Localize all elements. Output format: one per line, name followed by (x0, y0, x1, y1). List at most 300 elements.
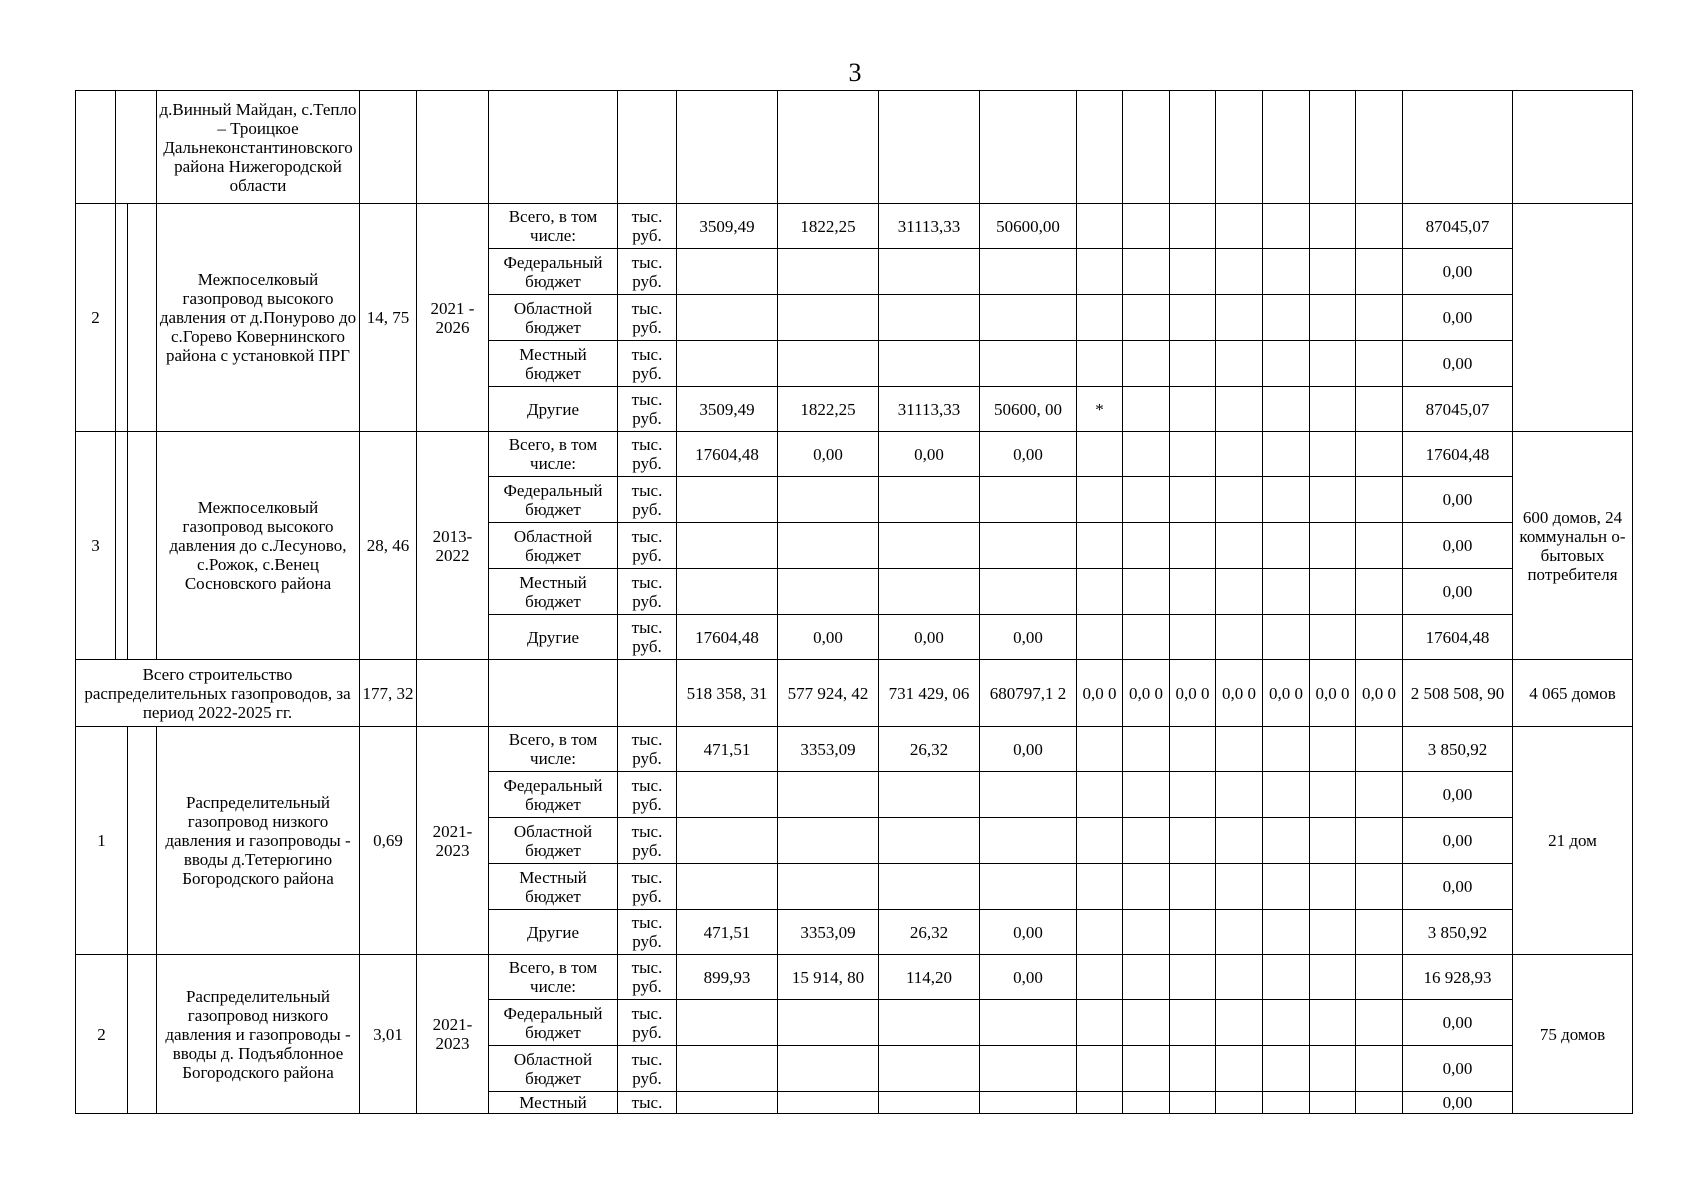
unit-label: тыс. руб. (618, 341, 677, 387)
empty-cell (1356, 249, 1403, 295)
amount-cell (879, 477, 980, 523)
summary-result: 4 065 домов (1513, 660, 1633, 727)
empty-cell (1310, 249, 1356, 295)
mark-cell (1077, 341, 1123, 387)
empty-cell (1170, 727, 1216, 772)
amount-cell: 0,00 (778, 615, 879, 660)
amount-cell (879, 1000, 980, 1046)
unit-label: тыс. руб. (618, 249, 677, 295)
fund-label: Местный бюджет (489, 341, 618, 387)
empty-cell (1216, 523, 1263, 569)
empty-cell (1216, 955, 1263, 1000)
summary-amount: 680797,1 2 (980, 660, 1077, 727)
empty-cell (1356, 569, 1403, 615)
empty-cell (1310, 341, 1356, 387)
empty-cell (1216, 615, 1263, 660)
empty-cell (1077, 91, 1123, 204)
project-number: 2 (76, 955, 128, 1114)
amount-cell (980, 1092, 1077, 1114)
empty-cell (489, 660, 618, 727)
amount-cell: 3509,49 (677, 204, 778, 249)
fund-label: Областной бюджет (489, 818, 618, 864)
amount-cell: 17604,48 (677, 432, 778, 477)
empty-cell (1216, 910, 1263, 955)
amount-cell: 0,00 (980, 432, 1077, 477)
fund-label: Федеральный бюджет (489, 1000, 618, 1046)
amount-cell (778, 818, 879, 864)
empty-cell (1170, 341, 1216, 387)
spacer-cell (128, 432, 157, 660)
empty-cell (1123, 204, 1170, 249)
empty-cell (1356, 1046, 1403, 1092)
amount-cell: 26,32 (879, 910, 980, 955)
empty-cell (1263, 1046, 1310, 1092)
project-name: Распределительный газопровод низкого давления и газопроводы - вводы д.Тетерюгино Богородского района (157, 727, 360, 955)
result-cell: 600 домов, 24 коммунальн о-бытовых потребителя (1513, 432, 1633, 660)
amount-cell: 3509,49 (677, 387, 778, 432)
empty-cell (1123, 569, 1170, 615)
empty-cell (1170, 818, 1216, 864)
empty-cell (1170, 295, 1216, 341)
amount-cell: 0,00 (980, 615, 1077, 660)
summary-zero: 0,0 0 (1216, 660, 1263, 727)
empty-cell (1310, 727, 1356, 772)
empty-cell (1077, 818, 1123, 864)
mark-cell (1077, 249, 1123, 295)
amount-cell: 1822,25 (778, 204, 879, 249)
empty-cell (1263, 615, 1310, 660)
mark-cell (1077, 477, 1123, 523)
empty-cell (1170, 1046, 1216, 1092)
amount-cell (778, 1000, 879, 1046)
unit-label: тыс. руб. (618, 727, 677, 772)
total-cell: 0,00 (1403, 772, 1513, 818)
empty-cell (1263, 864, 1310, 910)
unit-label: тыс. руб. (618, 615, 677, 660)
empty-cell (1356, 523, 1403, 569)
empty-cell (1310, 432, 1356, 477)
empty-cell (1310, 1092, 1356, 1114)
funding-row (76, 727, 1633, 772)
unit-label: тыс. руб. (618, 1046, 677, 1092)
summary-amount: 731 429, 06 (879, 660, 980, 727)
empty-cell (1123, 1092, 1170, 1114)
total-cell: 17604,48 (1403, 432, 1513, 477)
amount-cell (778, 864, 879, 910)
amount-cell: 1822,25 (778, 387, 879, 432)
empty-cell (1123, 615, 1170, 660)
summary-zero: 0,0 0 (1170, 660, 1216, 727)
empty-cell (1170, 477, 1216, 523)
unit-label: тыс. руб. (618, 295, 677, 341)
amount-cell (677, 569, 778, 615)
total-cell: 87045,07 (1403, 387, 1513, 432)
empty-cell (1263, 295, 1310, 341)
spacer-cell (116, 91, 157, 204)
amount-cell (677, 341, 778, 387)
mark-cell (1077, 432, 1123, 477)
amount-cell (677, 772, 778, 818)
amount-cell (778, 477, 879, 523)
empty-cell (1123, 249, 1170, 295)
empty-cell (1170, 204, 1216, 249)
amount-cell (879, 864, 980, 910)
total-cell: 0,00 (1403, 477, 1513, 523)
empty-cell (1077, 727, 1123, 772)
empty-cell (1216, 1046, 1263, 1092)
fund-label: Всего, в том числе: (489, 955, 618, 1000)
empty-cell (1513, 91, 1633, 204)
empty-cell (1216, 91, 1263, 204)
amount-cell (879, 818, 980, 864)
empty-cell (1263, 204, 1310, 249)
mark-cell (1077, 204, 1123, 249)
empty-cell (1216, 864, 1263, 910)
empty-cell (1170, 1092, 1216, 1114)
amount-cell: 15 914, 80 (778, 955, 879, 1000)
empty-cell (489, 91, 618, 204)
mark-cell: * (1077, 387, 1123, 432)
total-cell: 0,00 (1403, 249, 1513, 295)
amount-cell: 17604,48 (677, 615, 778, 660)
amount-cell (980, 523, 1077, 569)
amount-cell (980, 341, 1077, 387)
empty-cell (1310, 387, 1356, 432)
empty-cell (1216, 818, 1263, 864)
empty-cell (1216, 569, 1263, 615)
mark-cell (1077, 523, 1123, 569)
summary-zero: 0,0 0 (1123, 660, 1170, 727)
amount-cell (879, 295, 980, 341)
amount-cell: 471,51 (677, 727, 778, 772)
project-number: 1 (76, 727, 128, 955)
fund-label: Федеральный бюджет (489, 477, 618, 523)
empty-cell (1310, 1046, 1356, 1092)
empty-cell (1310, 910, 1356, 955)
unit-label: тыс. руб. (618, 204, 677, 249)
empty-cell (417, 660, 489, 727)
funding-table (75, 90, 1633, 1114)
amount-cell: 0,00 (980, 955, 1077, 1000)
empty-cell (1263, 569, 1310, 615)
amount-cell: 0,00 (980, 727, 1077, 772)
empty-cell (1170, 910, 1216, 955)
spacer-cell (128, 955, 157, 1114)
empty-cell (1123, 910, 1170, 955)
project-name: Межпоселковый газопровод высокого давления до с.Лесуново, с.Рожок, с.Венец Сосновского района (157, 432, 360, 660)
amount-cell (778, 341, 879, 387)
amount-cell: 50600,00 (980, 204, 1077, 249)
amount-cell (980, 569, 1077, 615)
empty-cell (1123, 1046, 1170, 1092)
total-cell: 17604,48 (1403, 615, 1513, 660)
empty-cell (1123, 864, 1170, 910)
empty-cell (1077, 864, 1123, 910)
num-cell (76, 91, 116, 204)
empty-cell (1356, 204, 1403, 249)
empty-cell (1263, 1092, 1310, 1114)
amount-cell (677, 477, 778, 523)
project-length: 14, 75 (360, 204, 417, 432)
empty-cell (1216, 1000, 1263, 1046)
amount-cell (980, 772, 1077, 818)
empty-cell (1263, 772, 1310, 818)
table-row-top (76, 91, 1633, 204)
spacer-cell (116, 432, 128, 660)
empty-cell (1310, 955, 1356, 1000)
empty-cell (1356, 910, 1403, 955)
amount-cell: 31113,33 (879, 204, 980, 249)
unit-label: тыс. (618, 1092, 677, 1114)
page-number: 3 (848, 58, 862, 87)
empty-cell (1077, 910, 1123, 955)
fund-label: Другие (489, 910, 618, 955)
unit-label: тыс. руб. (618, 432, 677, 477)
empty-cell (1123, 955, 1170, 1000)
empty-cell (417, 91, 489, 204)
amount-cell: 26,32 (879, 727, 980, 772)
summary-amount: 577 924, 42 (778, 660, 879, 727)
total-cell: 0,00 (1403, 818, 1513, 864)
unit-label: тыс. руб. (618, 910, 677, 955)
mark-cell (1077, 615, 1123, 660)
amount-cell (677, 295, 778, 341)
empty-cell (1170, 864, 1216, 910)
fund-label: Областной бюджет (489, 523, 618, 569)
project-number: 2 (76, 204, 116, 432)
amount-cell: 471,51 (677, 910, 778, 955)
empty-cell (778, 91, 879, 204)
summary-total: 2 508 508, 90 (1403, 660, 1513, 727)
empty-cell (1356, 818, 1403, 864)
total-cell: 0,00 (1403, 523, 1513, 569)
empty-cell (1077, 772, 1123, 818)
project-length: 28, 46 (360, 432, 417, 660)
unit-label: тыс. руб. (618, 477, 677, 523)
amount-cell (778, 1092, 879, 1114)
empty-cell (1170, 91, 1216, 204)
amount-cell: 0,00 (879, 615, 980, 660)
empty-cell (1123, 772, 1170, 818)
fund-label: Местный бюджет (489, 569, 618, 615)
empty-cell (1216, 341, 1263, 387)
total-cell: 87045,07 (1403, 204, 1513, 249)
empty-cell (1216, 772, 1263, 818)
total-cell: 3 850,92 (1403, 727, 1513, 772)
empty-cell (1310, 295, 1356, 341)
amount-cell: 0,00 (980, 910, 1077, 955)
empty-cell (1123, 477, 1170, 523)
empty-cell (1170, 955, 1216, 1000)
mark-cell (1077, 295, 1123, 341)
fund-label: Другие (489, 387, 618, 432)
amount-cell (778, 249, 879, 295)
funding-row (76, 204, 1633, 249)
amount-cell (879, 341, 980, 387)
empty-cell (1216, 432, 1263, 477)
amount-cell (677, 818, 778, 864)
amount-cell (677, 864, 778, 910)
empty-cell (1356, 341, 1403, 387)
empty-cell (1216, 249, 1263, 295)
summary-amount: 518 358, 31 (677, 660, 778, 727)
unit-label: тыс. руб. (618, 772, 677, 818)
empty-cell (1263, 477, 1310, 523)
total-cell: 3 850,92 (1403, 910, 1513, 955)
empty-cell (1216, 477, 1263, 523)
empty-cell (1123, 523, 1170, 569)
empty-cell (1263, 910, 1310, 955)
amount-cell (677, 1000, 778, 1046)
empty-cell (1123, 341, 1170, 387)
empty-cell (1263, 1000, 1310, 1046)
total-cell: 0,00 (1403, 864, 1513, 910)
amount-cell (879, 1046, 980, 1092)
empty-cell (1263, 523, 1310, 569)
amount-cell: 0,00 (778, 432, 879, 477)
empty-cell (618, 660, 677, 727)
project-length: 3,01 (360, 955, 417, 1114)
unit-label: тыс. руб. (618, 864, 677, 910)
empty-cell (1170, 1000, 1216, 1046)
amount-cell: 3353,09 (778, 910, 879, 955)
fund-label: Областной бюджет (489, 295, 618, 341)
amount-cell (677, 1046, 778, 1092)
amount-cell (980, 1000, 1077, 1046)
fund-label: Всего, в том числе: (489, 432, 618, 477)
fund-label: Областной бюджет (489, 1046, 618, 1092)
empty-cell (1310, 772, 1356, 818)
fund-label: Федеральный бюджет (489, 249, 618, 295)
empty-cell (1263, 955, 1310, 1000)
amount-cell (879, 772, 980, 818)
empty-cell (980, 91, 1077, 204)
empty-cell (1170, 772, 1216, 818)
amount-cell (980, 818, 1077, 864)
amount-cell (879, 1092, 980, 1114)
empty-cell (1263, 249, 1310, 295)
amount-cell (980, 249, 1077, 295)
amount-cell (879, 569, 980, 615)
result-cell: 21 дом (1513, 727, 1633, 955)
empty-cell (1170, 615, 1216, 660)
empty-cell (1356, 864, 1403, 910)
project-period: 2021- 2023 (417, 727, 489, 955)
empty-cell (1170, 249, 1216, 295)
summary-zero: 0,0 0 (1077, 660, 1123, 727)
summary-label: Всего строительство распределительных газопроводов, за период 2022-2025 гг. (76, 660, 360, 727)
amount-cell: 3353,09 (778, 727, 879, 772)
empty-cell (1356, 615, 1403, 660)
empty-cell (1216, 387, 1263, 432)
empty-cell (1077, 1046, 1123, 1092)
empty-cell (1123, 1000, 1170, 1046)
unit-label: тыс. руб. (618, 569, 677, 615)
empty-cell (1310, 477, 1356, 523)
amount-cell (778, 569, 879, 615)
empty-cell (1356, 727, 1403, 772)
empty-cell (1170, 387, 1216, 432)
empty-cell (1356, 477, 1403, 523)
empty-cell (1170, 569, 1216, 615)
empty-cell (1216, 295, 1263, 341)
empty-cell (1356, 295, 1403, 341)
result-cell (1513, 204, 1633, 432)
spacer-cell (116, 204, 128, 432)
project-period: 2021 - 2026 (417, 204, 489, 432)
unit-label: тыс. руб. (618, 818, 677, 864)
empty-cell (1356, 387, 1403, 432)
project-name: д.Винный Майдан, с.Тепло – Троицкое Дальнеконстантиновского района Нижегородской области (157, 91, 360, 204)
amount-cell (980, 1046, 1077, 1092)
amount-cell (778, 523, 879, 569)
spacer-cell (128, 204, 157, 432)
empty-cell (1123, 295, 1170, 341)
empty-cell (1403, 91, 1513, 204)
fund-label: Другие (489, 615, 618, 660)
project-period: 2013- 2022 (417, 432, 489, 660)
amount-cell: 31113,33 (879, 387, 980, 432)
fund-label: Местный бюджет (489, 864, 618, 910)
summary-zero: 0,0 0 (1310, 660, 1356, 727)
fund-label: Всего, в том числе: (489, 727, 618, 772)
amount-cell (677, 1092, 778, 1114)
amount-cell: 50600, 00 (980, 387, 1077, 432)
empty-cell (1310, 615, 1356, 660)
unit-label: тыс. руб. (618, 387, 677, 432)
empty-cell (1263, 727, 1310, 772)
empty-cell (1356, 432, 1403, 477)
amount-cell (778, 1046, 879, 1092)
funding-row (76, 432, 1633, 477)
total-cell: 0,00 (1403, 1092, 1513, 1114)
total-cell: 0,00 (1403, 1046, 1513, 1092)
total-cell: 0,00 (1403, 569, 1513, 615)
summary-row (76, 660, 1633, 727)
empty-cell (1356, 1092, 1403, 1114)
fund-label: Всего, в том числе: (489, 204, 618, 249)
empty-cell (1310, 864, 1356, 910)
empty-cell (1077, 1000, 1123, 1046)
empty-cell (1263, 818, 1310, 864)
empty-cell (1263, 341, 1310, 387)
amount-cell (879, 523, 980, 569)
empty-cell (1310, 569, 1356, 615)
empty-cell (1170, 523, 1216, 569)
amount-cell: 0,00 (879, 432, 980, 477)
empty-cell (1310, 1000, 1356, 1046)
empty-cell (1216, 204, 1263, 249)
empty-cell (1077, 1092, 1123, 1114)
empty-cell (1123, 91, 1170, 204)
empty-cell (677, 91, 778, 204)
spacer-cell (128, 727, 157, 955)
empty-cell (1263, 432, 1310, 477)
project-name: Межпоселковый газопровод высокого давления от д.Понурово до с.Горево Ковернинского района с установкой ПРГ (157, 204, 360, 432)
empty-cell (1356, 91, 1403, 204)
summary-zero: 0,0 0 (1356, 660, 1403, 727)
project-period: 2021- 2023 (417, 955, 489, 1114)
empty-cell (1310, 204, 1356, 249)
unit-label: тыс. руб. (618, 1000, 677, 1046)
total-cell: 0,00 (1403, 295, 1513, 341)
empty-cell (1216, 1092, 1263, 1114)
amount-cell (778, 772, 879, 818)
empty-cell (1077, 955, 1123, 1000)
result-cell: 75 домов (1513, 955, 1633, 1114)
empty-cell (1263, 91, 1310, 204)
empty-cell (1310, 523, 1356, 569)
